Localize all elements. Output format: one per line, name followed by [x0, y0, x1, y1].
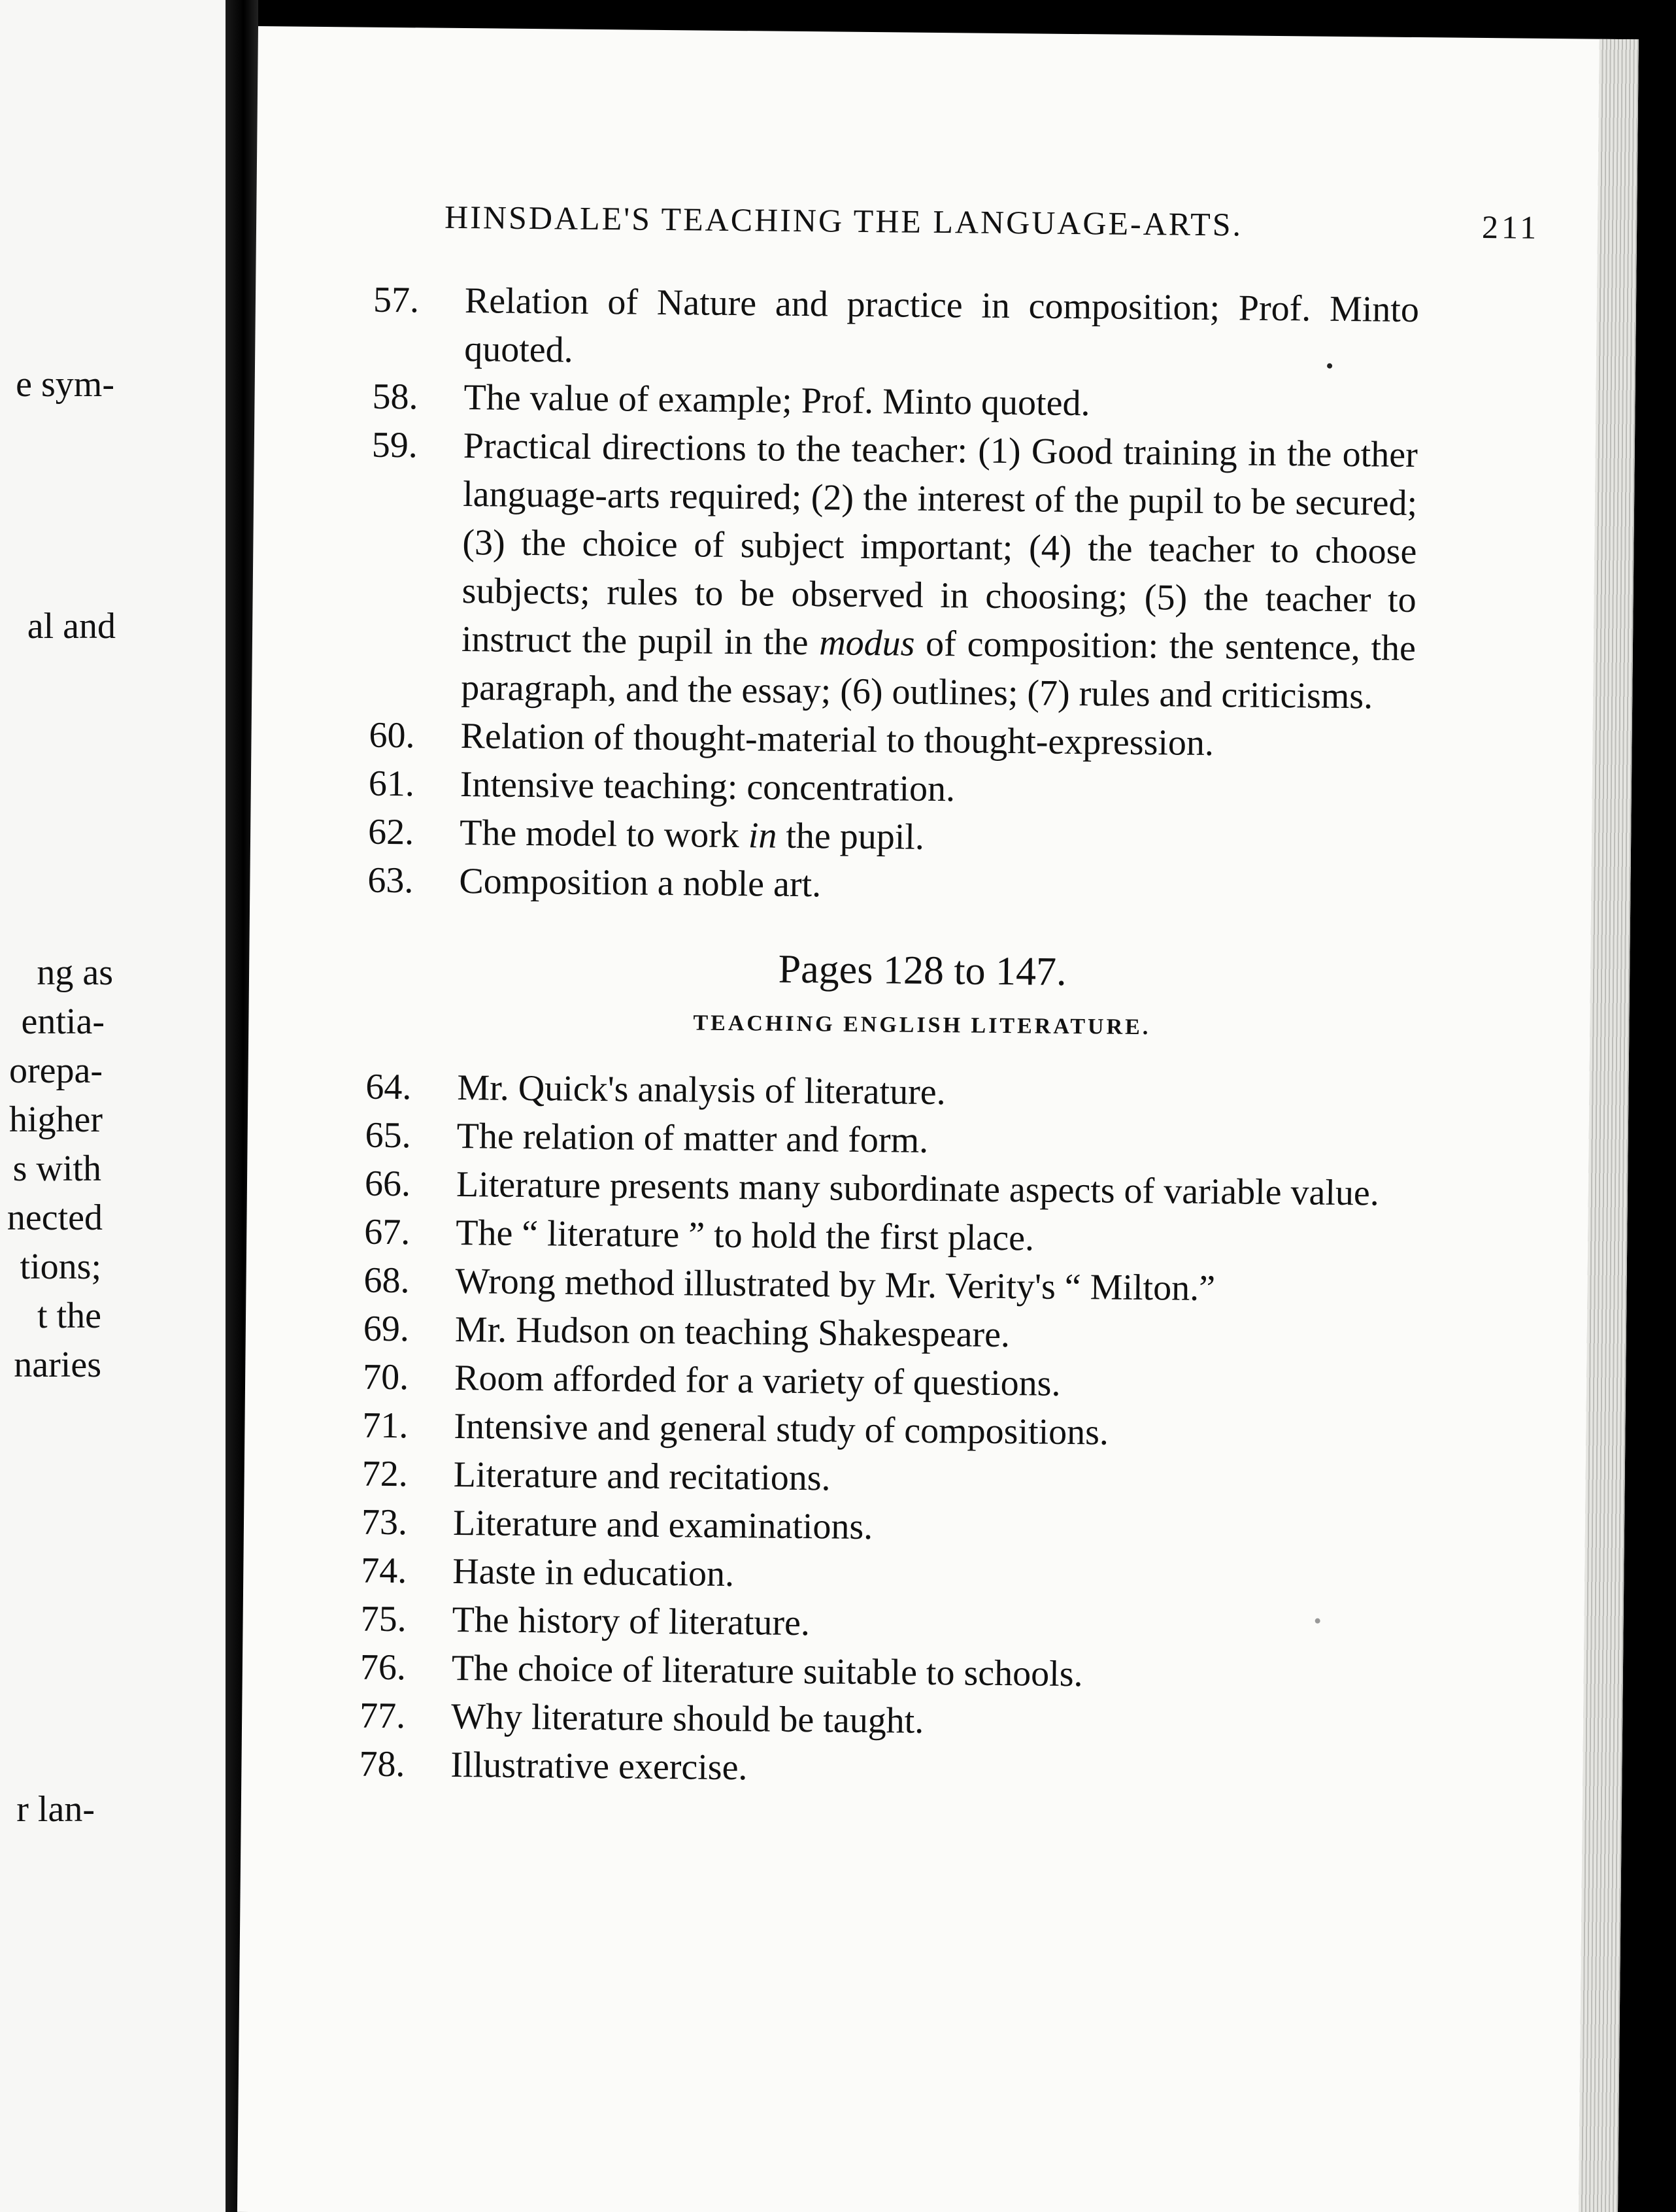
entry-text: Why literature should be taught.	[450, 1696, 924, 1741]
entry-number: 63.	[367, 860, 414, 901]
left-page-fragment: s with	[12, 1148, 101, 1189]
page-edge	[1579, 39, 1639, 2212]
outline-entry	[359, 1740, 1405, 1798]
entry-number: 61.	[368, 763, 415, 805]
entry-text: Intensive teaching: concentration.	[460, 764, 956, 810]
left-page-fragment: t the	[37, 1296, 101, 1336]
left-page-fragment: tions;	[20, 1247, 101, 1287]
outline-entry	[373, 276, 1419, 382]
left-facing-page	[0, 0, 226, 2212]
entry-text: Wrong method illustrated by Mr. Verity's “ Milton.”	[455, 1260, 1216, 1309]
entry-text: The “ literature ” to hold the first place.	[455, 1212, 1035, 1259]
left-page-fragment: entia-	[21, 1001, 105, 1042]
left-page-fragment: nected	[7, 1198, 103, 1238]
entry-number: 58.	[372, 376, 418, 418]
left-page-fragment: al and	[27, 606, 116, 646]
entry-number: 67.	[364, 1211, 411, 1253]
entry-number: 78.	[359, 1743, 405, 1785]
entry-number: 57.	[373, 279, 420, 321]
outline-entry	[367, 856, 1414, 914]
entry-text: The history of literature.	[452, 1599, 811, 1644]
section-heading: Pages 128 to 147.	[778, 947, 1067, 994]
left-page-fragment: orepa-	[8, 1050, 103, 1091]
entry-text: Relation of Nature and practice in composition; Prof. Minto quoted.	[463, 280, 1420, 371]
left-page-fragment: e sym-	[16, 364, 114, 405]
italic-word: in	[748, 815, 777, 856]
outline-entry	[369, 421, 1418, 721]
entry-number: 73.	[361, 1501, 408, 1543]
print-speck	[1327, 363, 1332, 369]
entry-text: Intensive and general study of compositions.	[454, 1405, 1109, 1453]
entry-number: 74.	[361, 1550, 407, 1592]
section-subheading: TEACHING ENGLISH LITERATURE.	[693, 1011, 1151, 1040]
entry-text: Room afforded for a variety of questions.	[454, 1357, 1061, 1404]
left-page-fragment: r lan-	[16, 1789, 95, 1830]
entry-text: Literature presents many subordinate aspects of variable value.	[456, 1164, 1380, 1214]
right-page	[237, 26, 1639, 2212]
entry-number: 68.	[363, 1260, 410, 1301]
entry-number: 76.	[360, 1647, 407, 1688]
entry-text: Relation of thought-material to thought-expression.	[460, 716, 1215, 764]
entry-number: 59.	[371, 424, 418, 466]
entry-number: 66.	[364, 1163, 411, 1205]
entry-text: Composition a noble art.	[459, 861, 822, 905]
entry-text: Illustrative exercise.	[450, 1744, 748, 1788]
entry-number: 69.	[363, 1308, 410, 1350]
left-page-fragment: higher	[8, 1099, 103, 1140]
entry-number: 72.	[361, 1453, 409, 1495]
outline-entries	[359, 276, 1419, 1798]
entry-number: 64.	[365, 1066, 412, 1108]
entry-number: 62.	[367, 811, 414, 853]
page-number: 211	[1481, 208, 1540, 246]
entry-number: 60.	[369, 714, 415, 756]
entry-text: Haste in education.	[452, 1550, 735, 1595]
entry-text: Literature and recitations.	[453, 1454, 831, 1499]
entry-number: 75.	[360, 1598, 407, 1640]
print-speck	[1315, 1618, 1320, 1624]
left-page-fragment: ng as	[37, 952, 113, 993]
entry-number: 70.	[362, 1356, 409, 1398]
running-head	[444, 198, 1540, 246]
entry-text: Literature and examinations.	[452, 1502, 873, 1548]
entry-number: 77.	[359, 1695, 406, 1737]
entry-text: Practical directions to the teacher: (1) Good training in the other language-arts required; (2) the interest of the pupil to be secured; (3) the choice of subject important; (4) the teacher to choose subjects; rules to be observed in choosing; (5) the teacher to instruct the pupil in the modus of composition: the sentence, the paragraph, and the essay; (6) outlines; (7) rules and criticisms.	[461, 426, 1418, 717]
entry-text: The value of example; Prof. Minto quoted.	[463, 377, 1090, 424]
left-page-fragment: naries	[14, 1345, 101, 1385]
entry-text: Mr. Quick's analysis of literature.	[457, 1067, 946, 1113]
entry-text: The model to work in the pupil.	[459, 813, 925, 858]
entry-text: The choice of literature suitable to schools.	[451, 1647, 1083, 1695]
entry-number: 65.	[365, 1114, 412, 1156]
entry-text: Mr. Hudson on teaching Shakespeare.	[454, 1309, 1011, 1356]
italic-word: modus	[818, 622, 915, 664]
entry-text: The relation of matter and form.	[456, 1115, 929, 1161]
running-head-title: HINSDALE'S TEACHING THE LANGUAGE-ARTS.	[444, 198, 1243, 243]
entry-number: 71.	[362, 1405, 409, 1447]
